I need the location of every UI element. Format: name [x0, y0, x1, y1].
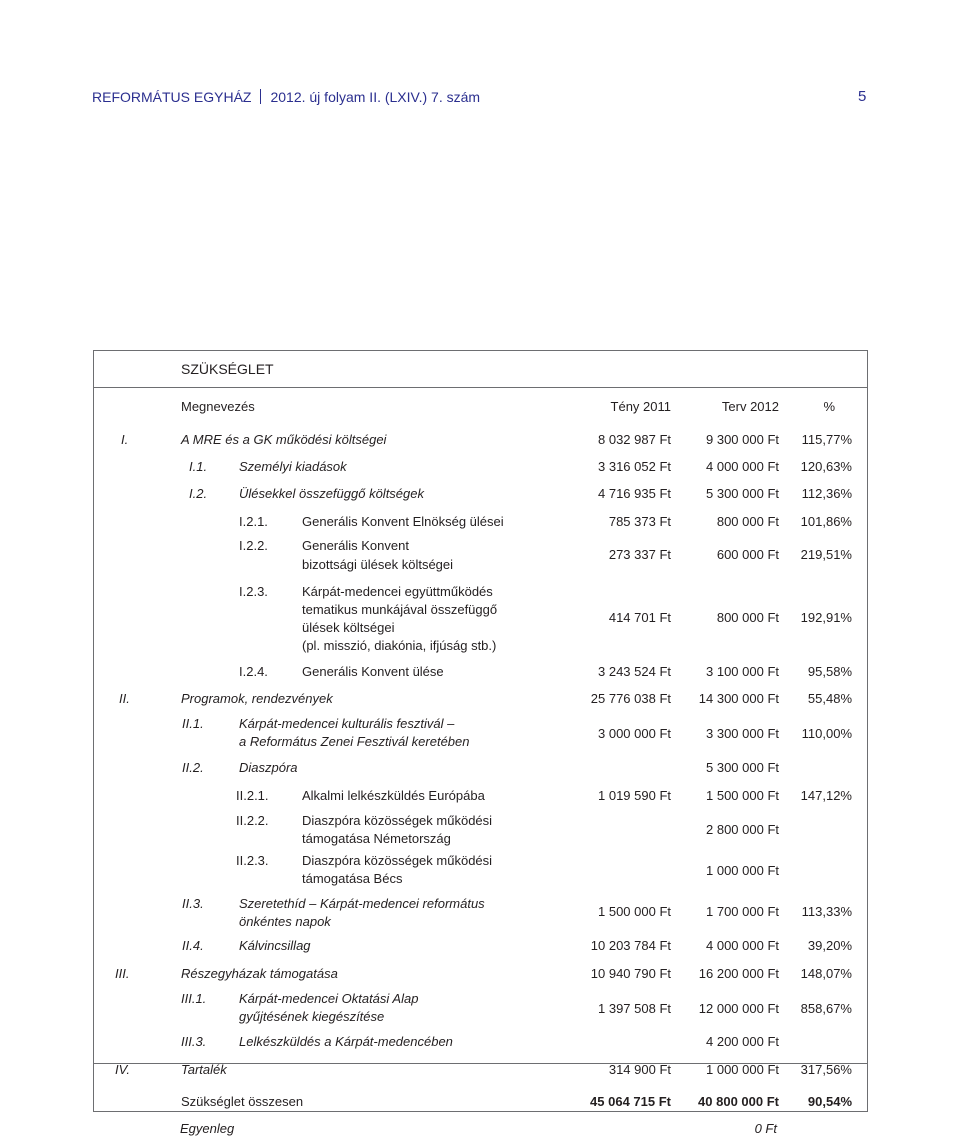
- row-terv: 5 300 000 Ft: [706, 760, 779, 775]
- row-name-line: Kárpát-medencei Oktatási Alap: [239, 991, 419, 1006]
- row-pct: 148,07%: [800, 966, 852, 981]
- row-name: Kálvincsillag: [239, 938, 311, 953]
- row-terv: 600 000 Ft: [716, 547, 779, 562]
- running-header: [92, 89, 480, 105]
- row-code: I.: [121, 432, 129, 447]
- row-terv: 1 500 000 Ft: [706, 788, 779, 803]
- row-code: IV.: [115, 1062, 130, 1077]
- balance-label: Egyenleg: [180, 1121, 235, 1136]
- row-teny: 3 000 000 Ft: [598, 726, 671, 741]
- row-code: III.: [115, 966, 130, 981]
- row-terv: 3 300 000 Ft: [706, 726, 779, 741]
- total-pct: 90,54%: [807, 1094, 852, 1109]
- row-terv: 1 700 000 Ft: [706, 904, 779, 919]
- row-name-line: önkéntes napok: [239, 914, 331, 929]
- row-pct: 317,56%: [800, 1062, 852, 1077]
- col-header-terv: Terv 2012: [721, 399, 779, 414]
- row-code: II.2.1.: [236, 788, 269, 803]
- row-teny: 414 701 Ft: [608, 610, 671, 625]
- row-name: Lelkészküldés a Kárpát-medencében: [239, 1034, 453, 1049]
- row-terv: 16 200 000 Ft: [698, 966, 779, 981]
- row-pct: 95,58%: [807, 664, 852, 679]
- row-name-line: Szeretethíd – Kárpát-medencei református: [239, 896, 485, 911]
- row-name: Tartalék: [181, 1062, 227, 1077]
- total-teny: 45 064 715 Ft: [590, 1094, 671, 1109]
- row-teny: 4 716 935 Ft: [598, 486, 671, 501]
- row-code: I.1.: [189, 459, 208, 474]
- row-code: I.2.4.: [239, 664, 268, 679]
- row-terv: 800 000 Ft: [716, 514, 779, 529]
- row-code: II.1.: [182, 716, 204, 731]
- row-terv: 1 000 000 Ft: [706, 863, 779, 878]
- row-code: II.4.: [182, 938, 204, 953]
- row-terv: 14 300 000 Ft: [698, 691, 779, 706]
- row-teny: 8 032 987 Ft: [598, 432, 671, 447]
- row-name: A MRE és a GK működési költségei: [181, 432, 387, 447]
- row-name: Ülésekkel összefüggő költségek: [239, 486, 424, 501]
- header-divider: [260, 89, 261, 104]
- row-pct: 101,86%: [800, 514, 852, 529]
- table-title: SZÜKSÉGLET: [181, 361, 274, 377]
- divider: [94, 387, 867, 388]
- row-code: II.3.: [182, 896, 204, 911]
- row-terv: 1 000 000 Ft: [706, 1062, 779, 1077]
- row-terv: 4 000 000 Ft: [706, 938, 779, 953]
- row-pct: 112,36%: [801, 486, 852, 501]
- row-name-line: gyűjtésének kiegészítése: [239, 1009, 385, 1024]
- row-teny: 3 243 524 Ft: [598, 664, 671, 679]
- row-teny: 3 316 052 Ft: [598, 459, 671, 474]
- row-name-line: Diaszpóra közösségek működési: [302, 813, 493, 828]
- row-name-line: támogatása Bécs: [302, 871, 403, 886]
- balance-value: 0 Ft: [754, 1121, 777, 1136]
- row-name-line: (pl. misszió, diakónia, ifjúság stb.): [302, 638, 497, 653]
- budget-table: [93, 350, 868, 1112]
- row-teny: 1 397 508 Ft: [598, 1001, 671, 1016]
- row-terv: 5 300 000 Ft: [706, 486, 779, 501]
- row-teny: 785 373 Ft: [608, 514, 671, 529]
- total-label: Szükséglet összesen: [181, 1094, 304, 1109]
- row-name-line: tematikus munkájával összefüggő: [302, 602, 498, 617]
- row-code: I.2.2.: [239, 538, 268, 553]
- row-terv: 12 000 000 Ft: [698, 1001, 779, 1016]
- col-header-teny: Tény 2011: [610, 399, 671, 414]
- row-name-line: Kárpát-medencei együttműködés: [302, 584, 493, 599]
- row-code: II.2.: [182, 760, 204, 775]
- row-terv: 2 800 000 Ft: [706, 822, 779, 837]
- row-pct: 39,20%: [807, 938, 852, 953]
- row-teny: 25 776 038 Ft: [590, 691, 671, 706]
- row-code: I.2.1.: [239, 514, 268, 529]
- issue-info: 2012. új folyam II. (LXIV.) 7. szám: [270, 89, 481, 105]
- row-name-line: ülések költségei: [302, 620, 395, 635]
- row-teny: 10 203 784 Ft: [590, 938, 671, 953]
- total-terv: 40 800 000 Ft: [698, 1094, 779, 1109]
- row-teny: 10 940 790 Ft: [590, 966, 671, 981]
- row-pct: 120,63%: [800, 459, 852, 474]
- row-pct: 113,33%: [801, 904, 852, 919]
- row-name: Részegyházak támogatása: [181, 966, 338, 981]
- row-teny: 1 500 000 Ft: [598, 904, 671, 919]
- row-name-line: Generális Konvent: [302, 538, 409, 553]
- journal-name: REFORMÁTUS EGYHÁZ: [92, 89, 252, 105]
- row-terv: 9 300 000 Ft: [706, 432, 779, 447]
- row-pct: 858,67%: [800, 1001, 852, 1016]
- row-terv: 3 100 000 Ft: [706, 664, 779, 679]
- row-terv: 4 200 000 Ft: [706, 1034, 779, 1049]
- row-pct: 192,91%: [800, 610, 852, 625]
- row-name-line: a Református Zenei Fesztivál keretében: [239, 734, 470, 749]
- row-name: Alkalmi lelkészküldés Európába: [302, 788, 485, 803]
- row-code: I.2.3.: [239, 584, 268, 599]
- row-name-line: Kárpát-medencei kulturális fesztivál –: [239, 716, 455, 731]
- row-teny: 314 900 Ft: [608, 1062, 671, 1077]
- row-code: I.2.: [189, 486, 208, 501]
- row-code: II.2.2.: [236, 813, 269, 828]
- row-pct: 219,51%: [800, 547, 852, 562]
- row-pct: 55,48%: [807, 691, 852, 706]
- row-name: Programok, rendezvények: [181, 691, 333, 706]
- row-code: II.: [119, 691, 130, 706]
- row-name-line: bizottsági ülések költségei: [302, 557, 454, 572]
- col-header-name: Megnevezés: [181, 399, 255, 414]
- row-name: Diaszpóra: [239, 760, 298, 775]
- col-header-pct: %: [823, 399, 835, 414]
- row-terv: 4 000 000 Ft: [706, 459, 779, 474]
- row-name: Generális Konvent Elnökség ülései: [302, 514, 504, 529]
- row-terv: 800 000 Ft: [716, 610, 779, 625]
- row-name: Személyi kiadások: [239, 459, 347, 474]
- row-name-line: Diaszpóra közösségek működési: [302, 853, 493, 868]
- row-name: Generális Konvent ülése: [302, 664, 444, 679]
- row-teny: 273 337 Ft: [608, 547, 671, 562]
- row-pct: 115,77%: [801, 432, 852, 447]
- row-code: III.3.: [181, 1034, 207, 1049]
- row-teny: 1 019 590 Ft: [598, 788, 671, 803]
- row-code: III.1.: [181, 991, 207, 1006]
- row-name-line: támogatása Németország: [302, 831, 451, 846]
- page-number: 5: [858, 88, 867, 105]
- row-pct: 147,12%: [800, 788, 852, 803]
- row-code: II.2.3.: [236, 853, 269, 868]
- row-pct: 110,00%: [801, 726, 852, 741]
